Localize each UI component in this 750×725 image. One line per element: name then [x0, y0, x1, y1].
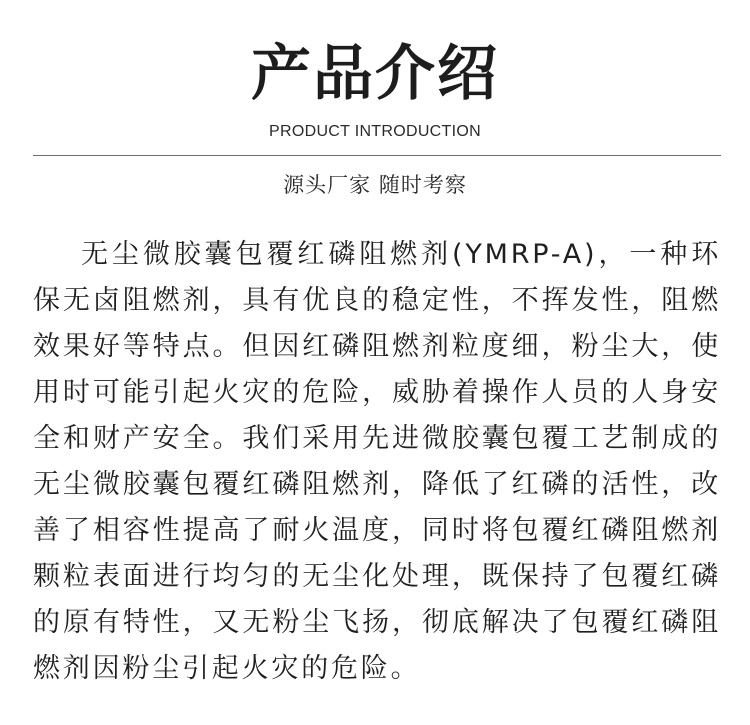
tagline: 源头厂家 随时考察 — [283, 173, 467, 197]
divider — [33, 155, 721, 156]
intro-paragraph: 无尘微胶囊包覆红磷阻燃剂(YMRP-A)，一种环保无卤阻燃剂，具有优良的稳定性，不挥发性，阻燃效果好等特点。但因红磷阻燃剂粒度细，粉尘大，使用时可能引起火灾的危险，威胁着操作人员的人身安全和财产安全。我们采用先进微胶囊包覆工艺制成的无尘微胶囊包覆红磷阻燃剂，降低了红磷的活性，改善了相容性提高了耐火温度，同时将包覆红磷阻燃剂颗粒表面进行均匀的无尘化处理，既保持了包覆红磷的原有特性，又无粉尘飞扬，彻底解决了包覆红磷阻燃剂因粉尘引起火灾的危险。 — [33, 239, 721, 684]
page-title: 产品介绍 — [251, 39, 499, 109]
page-subtitle: PRODUCT INTRODUCTION — [269, 123, 481, 140]
